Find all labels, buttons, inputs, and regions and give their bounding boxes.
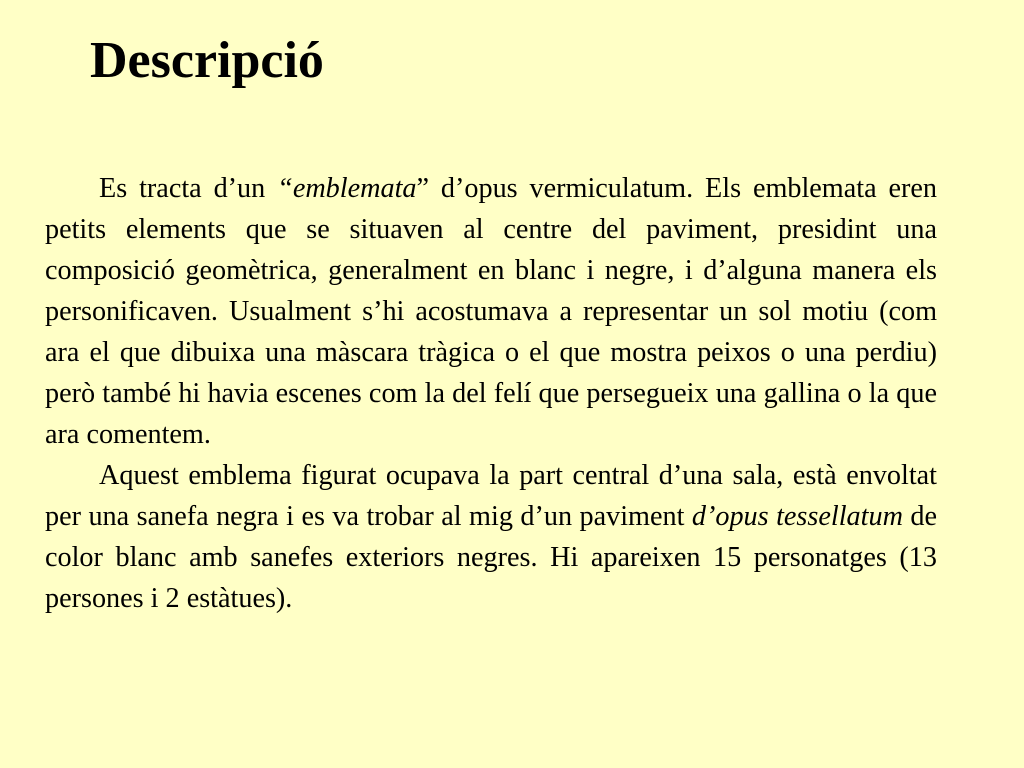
- paragraph-1: [45, 168, 937, 455]
- paragraph-2-italic-term: d’opus tessellatum: [691, 501, 903, 532]
- paragraph-1-text-b: ” d’opus vermiculatum. Els emblemata eren petits elements que se situaven al centre del paviment, presidint una composició geomètrica, generalment en blanc i negre, i d’alguna manera els personificaven. Usualment s’hi acostumava a representar un sol motiu (com ara el que dibuixa una màscara tràgica o el que mostra peixos o una perdiu) però també hi havia escenes com la del felí que persegueix una gallina o la que ara comentem.: [45, 173, 937, 450]
- slide-body: [45, 168, 937, 619]
- paragraph-1-text-a: Es tracta d’un: [99, 173, 278, 204]
- slide-title: Descripció: [90, 32, 324, 89]
- paragraph-2-text-a: Aquest emblema figurat ocupava la part central d’una sala, està envoltat per una sanefa negra i es va trobar al mig d’un paviment: [45, 460, 937, 532]
- paragraph-1-italic-term: “emblemata: [277, 173, 417, 204]
- paragraph-2: [45, 455, 937, 619]
- paragraph-2-text-b: de color blanc amb sanefes exteriors negres. Hi apareixen 15 personatges (13 persones i 2 estàtues).: [45, 501, 937, 614]
